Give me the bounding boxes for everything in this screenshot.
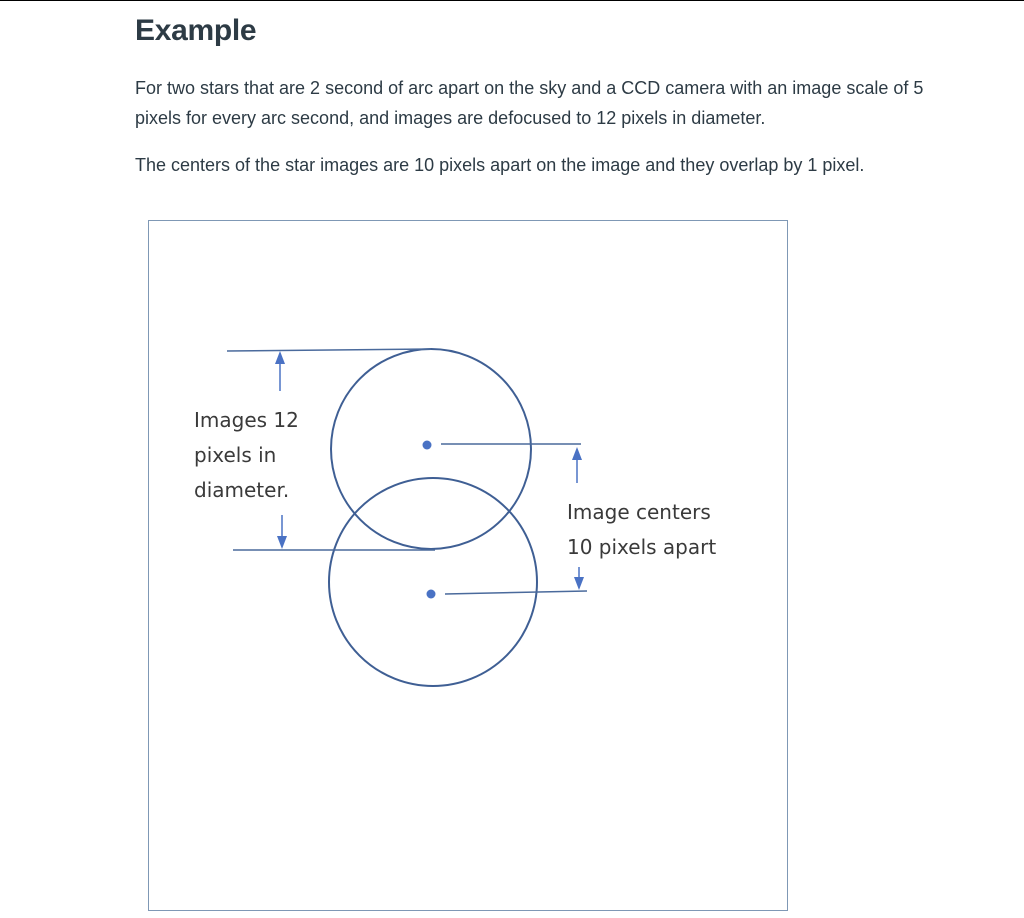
upper-star-circle (331, 349, 531, 549)
diameter-label-line-1: Images 12 (194, 408, 299, 432)
centers-arrow-down-icon (574, 577, 584, 590)
lower-center-dot (427, 590, 436, 599)
diagram-figure (148, 220, 788, 911)
overlap-paragraph: The centers of the star images are 10 pixels apart on the image and they overlap by 1 pixel. (135, 155, 865, 175)
diameter-arrow-down-icon (277, 536, 287, 549)
centers-label-line-2: 10 pixels apart (567, 535, 717, 559)
diameter-label-line-2: pixels in (194, 443, 277, 467)
top-divider (0, 0, 1024, 1)
upper-center-dot (423, 441, 432, 450)
page-title: Example (135, 14, 257, 47)
lower-center-line (445, 591, 587, 594)
overlap-diagram (149, 221, 787, 910)
diameter-label-line-3: diameter. (194, 478, 290, 502)
lower-star-circle (329, 478, 537, 686)
intro-paragraph: For two stars that are 2 second of arc apart on the sky and a CCD camera with an image scale of 5 pixels for every arc second, and images are defocused to 12 pixels in diameter. (135, 78, 924, 128)
centers-arrow-up-icon (572, 447, 582, 460)
centers-label-line-1: Image centers (567, 500, 711, 524)
diameter-top-line (227, 349, 431, 351)
diameter-arrow-up-icon (275, 351, 285, 364)
